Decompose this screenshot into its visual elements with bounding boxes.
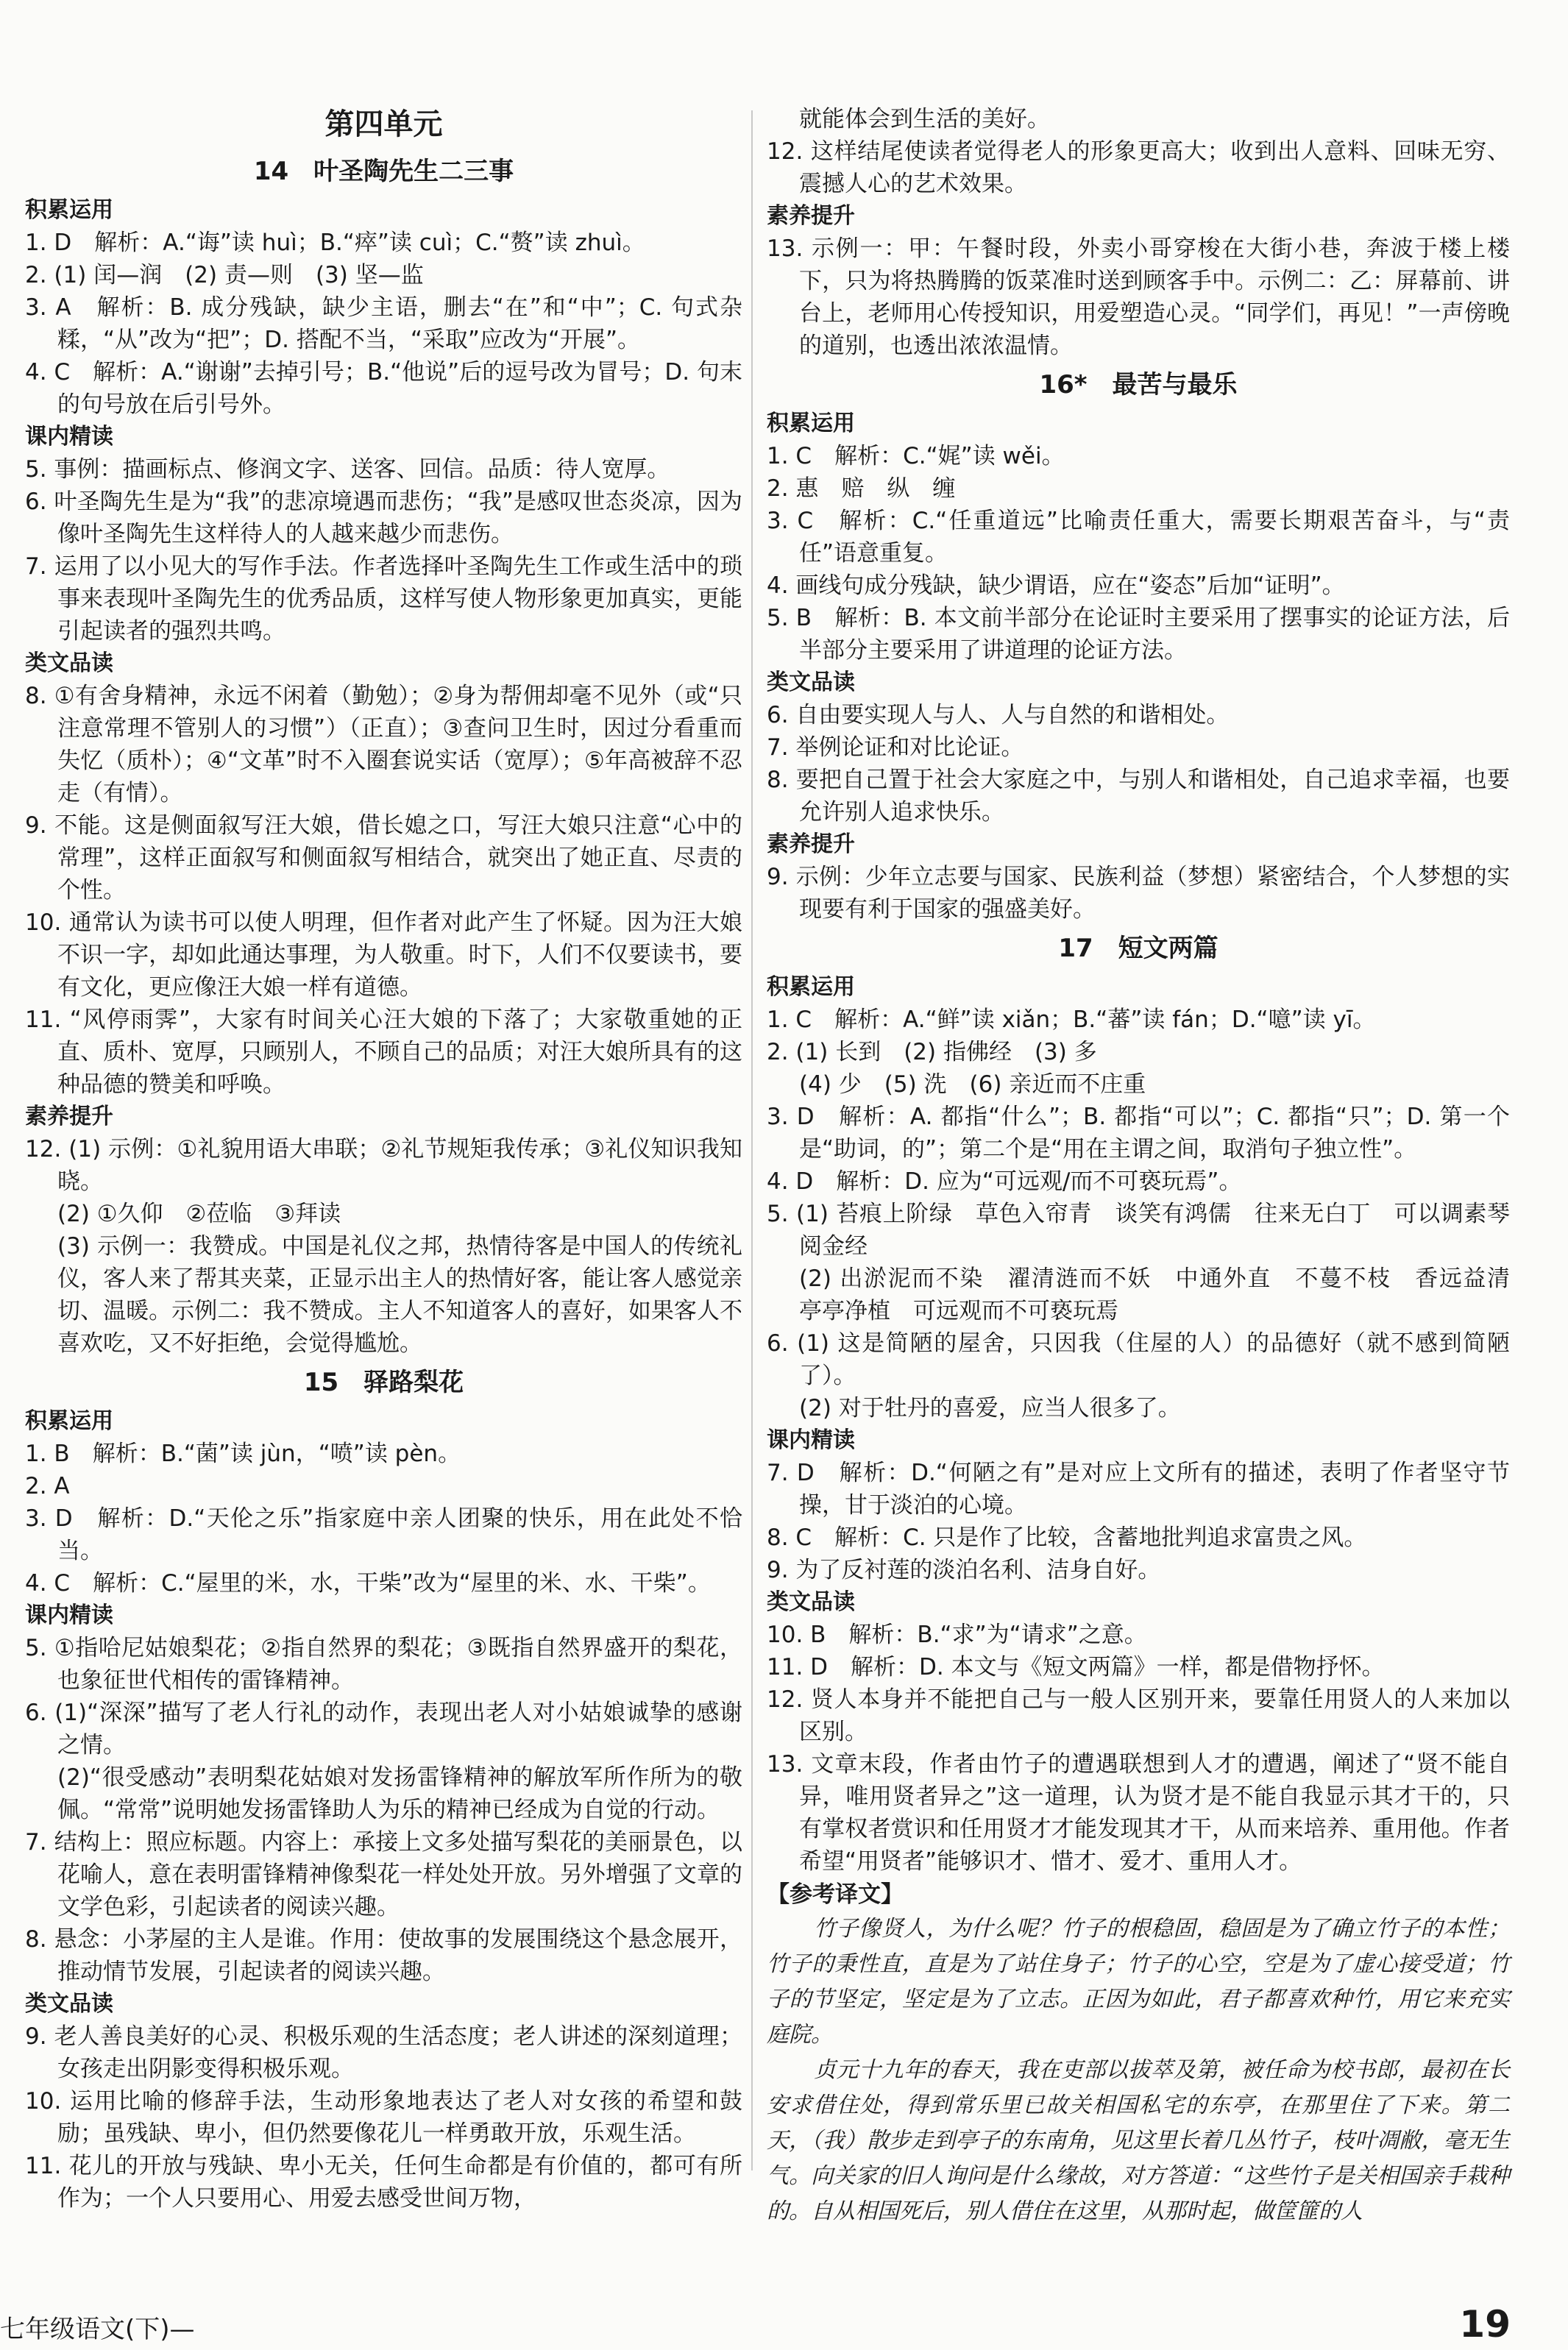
section-heading: 课内精读 (25, 1602, 113, 1628)
answer-item: 1. C 解析：A.“鲜”读 xiǎn；B.“蕃”读 fán；D.“噫”读 yī。 (767, 1007, 1376, 1033)
answer-item: 2. 惠 赔 纵 缠 (767, 475, 956, 502)
answer-item: 9. 示例：少年立志要与国家、民族利益（梦想）紧密结合，个人梦想的实现要有利于国家的强盛美好。 (767, 864, 1510, 923)
answer-item: 4. C 解析：A.“谢谢”去掉引号；B.“他说”后的逗号改为冒号；D. 句末的句号放在后引号外。 (25, 359, 742, 418)
answer-item: 6. (1) 这是简陋的屋舍，只因我（住屋的人）的品德好（就不感到简陋了）。 (767, 1330, 1510, 1389)
answer-subitem: (2) 对于牡丹的喜爱，应当人很多了。 (799, 1395, 1181, 1421)
lesson-title-17: 17 短文两篇 (1058, 934, 1218, 963)
answer-item: 5. 事例：描画标点、修润文字、送客、回信。品质：待人宽厚。 (25, 456, 670, 483)
answer-item: 8. ①有舍身精神，永远不闲着（勤勉）；②身为帮佣却毫不见外（或“只注意常理不管别人的习惯”）（正直）；③查问卫生时，因过分看重而失忆（质朴）；④“文革”时不入圈套说实话（宽厚）；⑤年高被辞不忍走（有情）。 (25, 683, 742, 806)
answer-item: 7. 运用了以小见大的写作手法。作者选择叶圣陶先生工作或生活中的琐事来表现叶圣陶先生的优秀品质，这样写使人物形象更加真实，更能引起读者的强烈共鸣。 (25, 553, 742, 645)
section-heading: 积累运用 (767, 974, 855, 1000)
answer-item: 4. C 解析：C.“屋里的米，水，干柴”改为“屋里的米、水、干柴”。 (25, 1570, 711, 1597)
answer-subitem: (2) ①久仰 ②莅临 ③拜读 (57, 1201, 341, 1227)
answer-item: 11. 花儿的开放与残缺、卑小无关，任何生命都是有价值的，都可有所作为；一个人只要用心、用爱去感受世间万物， (25, 2153, 742, 2212)
answer-item: 10. B 解析：B.“求”为“请求”之意。 (767, 1622, 1147, 1648)
section-heading: 类文品读 (25, 650, 113, 676)
answer-item: 6. 叶圣陶先生是为“我”的悲凉境遇而悲伤；“我”是感叹世态炎凉，因为像叶圣陶先生这样待人的人越来越少而悲伤。 (25, 489, 742, 547)
answer-item: 1. B 解析：B.“菌”读 jùn，“喷”读 pèn。 (25, 1441, 461, 1467)
answer-item: 5. (1) 苔痕上阶绿 草色入帘青 谈笑有鸿儒 往来无白丁 可以调素琴 阅金经 (767, 1201, 1533, 1260)
answer-item: 4. D 解析：D. 应为“可远观/而不可亵玩焉”。 (767, 1168, 1242, 1195)
answer-item: 11. “风停雨霁”，大家有时间关心汪大娘的下落了；大家敬重她的正直、质朴、宽厚，只顾别人，不顾自己的品质；对汪大娘所具有的这种品德的赞美和呼唤。 (25, 1007, 742, 1098)
answer-item: 3. D 解析：A. 都指“什么”；B. 都指“可以”；C. 都指“只”；D. 第一个是“助词，的”；第二个是“用在主谓之间，取消句子独立性”。 (767, 1104, 1510, 1162)
footer-book-title: 七年级语文(下)— (0, 2315, 195, 2344)
page-number: 19 (1459, 2303, 1511, 2346)
answer-item: 8. 悬念：小茅屋的主人是谁。作用：使故事的发展围绕这个悬念展开，推动情节发展，引起读者的阅读兴趣。 (25, 1926, 742, 1985)
answer-item: 13. 文章末段，作者由竹子的遭遇联想到人才的遭遇，阐述了“贤不能自异，唯用贤者异之”这一道理，认为贤才是不能自我显示其才干的，只有掌权者赏识和任用贤才才能发现其才干，从而来培养、重用他。作者希望“用贤者”能够识才、惜才、爱才、重用人才。 (767, 1751, 1510, 1875)
answer-item: 10. 运用比喻的修辞手法，生动形象地表达了老人对女孩的希望和鼓励；虽残缺、卑小，但仍然要像花儿一样勇敢开放，乐观生活。 (25, 2088, 742, 2147)
section-heading: 素养提升 (25, 1104, 113, 1129)
answer-item: 12. (1) 示例：①礼貌用语大串联；②礼节规矩我传承；③礼仪知识我知晓。 (25, 1136, 742, 1195)
answer-item: 2. A (25, 1473, 70, 1499)
lesson-title-14: 14 叶圣陶先生二三事 (253, 157, 514, 186)
column-divider (751, 110, 753, 2170)
answer-item: 10. 通常认为读书可以使人明理，但作者对此产生了怀疑。因为汪大娘不识一字，却如此通达事理，为人敬重。时下，人们不仅要读书，要有文化，更应像汪大娘一样有道德。 (25, 909, 742, 1001)
answer-item: 6. (1)“深深”描写了老人行礼的动作，表现出老人对小姑娘诚挚的感谢之情。 (25, 1700, 742, 1758)
answer-item: 3. A 解析：B. 成分残缺，缺少主语，删去“在”和“中”；C. 句式杂糅，“从”改为“把”；D. 搭配不当，“采取”应改为“开展”。 (25, 294, 742, 353)
section-heading: 积累运用 (767, 411, 855, 436)
answer-item: 2. (1) 闰—润 (2) 责—则 (3) 坚—监 (25, 262, 424, 288)
answer-item: 11. D 解析：D. 本文与《短文两篇》一样，都是借物抒怀。 (767, 1654, 1385, 1680)
answer-item: 8. 要把自己置于社会大家庭之中，与别人和谐相处，自己追求幸福，也要允许别人追求快乐。 (767, 767, 1510, 826)
answer-item: 1. C 解析：C.“娓”读 wěi。 (767, 443, 1065, 469)
answer-item: 7. 结构上：照应标题。内容上：承接上文多处描写梨花的美丽景色，以花喻人，意在表明雷锋精神像梨花一样处处开放。另外增强了文章的文学色彩，引起读者的阅读兴趣。 (25, 1829, 742, 1920)
section-heading: 课内精读 (767, 1427, 855, 1453)
unit-title: 第四单元 (324, 107, 443, 141)
section-heading: 积累运用 (25, 1408, 113, 1434)
answer-item: 2. (1) 长到 (2) 指佛经 (3) 多 (767, 1039, 1097, 1065)
section-heading: 课内精读 (25, 424, 113, 450)
reference-translation-label: 【参考译文】 (767, 1881, 904, 1908)
answer-item: 7. 举例论证和对比论证。 (767, 734, 1024, 761)
answer-continuation: 就能体会到生活的美好。 (799, 106, 1050, 132)
answer-item: 12. 这样结尾使读者觉得老人的形象更高大；收到出人意料、回味无穷、震撼人心的艺术效果。 (767, 138, 1510, 197)
answer-subitem: (4) 少 (5) 洗 (6) 亲近而不庄重 (799, 1071, 1146, 1098)
answer-item: 1. D 解析：A.“诲”读 huì；B.“瘁”读 cuì；C.“赘”读 zhuì。 (25, 230, 645, 256)
answer-subitem: (3) 示例一：我赞成。中国是礼仪之邦，热情待客是中国人的传统礼仪，客人来了帮其夹菜，正显示出主人的热情好客，能让客人感觉亲切、温暖。示例二：我不赞成。主人不知道客人的喜好，如果客人不喜欢吃，又不好拒绝，会觉得尴尬。 (57, 1233, 742, 1357)
lesson-title-15: 15 驿路梨花 (303, 1368, 464, 1397)
answer-subitem: (2) 出淤泥而不染 濯清涟而不妖 中通外直 不蔓不枝 香远益清 亭亭净植 可远观而不可亵玩焉 (799, 1265, 1533, 1324)
answer-item: 3. C 解析：C.“任重道远”比喻责任重大，需要长期艰苦奋斗，与“责任”语意重复。 (767, 508, 1510, 567)
section-heading: 素养提升 (767, 831, 855, 857)
answer-item: 13. 示例一：甲：午餐时段，外卖小哥穿梭在大街小巷，奔波于楼上楼下，只为将热腾腾的饭菜准时送到顾客手中。示例二：乙：屏幕前、讲台上，老师用心传授知识，用爱塑造心灵。“同学们，再见！”一声傍晚的道别，也透出浓浓温情。 (767, 235, 1510, 359)
answer-item: 12. 贤人本身并不能把自己与一般人区别开来，要靠任用贤人的人来加以区别。 (767, 1686, 1510, 1745)
answer-item: 8. C 解析：C. 只是作了比较，含蓄地批判追求富贵之风。 (767, 1524, 1367, 1551)
section-heading: 类文品读 (25, 1991, 113, 2017)
page-footer (0, 2303, 1568, 2350)
section-heading: 类文品读 (767, 1589, 855, 1615)
answer-item: 5. B 解析：B. 本文前半部分在论证时主要采用了摆事实的论证方法，后半部分主要采用了讲道理的论证方法。 (767, 605, 1510, 664)
answer-subitem: (2)“很受感动”表明梨花姑娘对发扬雷锋精神的解放军所作所为的敬佩。“常常”说明她发扬雷锋助人为乐的精神已经成为自觉的行动。 (57, 1764, 742, 1823)
answer-item: 9. 老人善良美好的心灵、积极乐观的生活态度；老人讲述的深刻道理；女孩走出阴影变得积极乐观。 (25, 2023, 742, 2082)
lesson-title-16: 16* 最苦与最乐 (1039, 370, 1238, 400)
answer-item: 7. D 解析：D.“何陋之有”是对应上文所有的描述，表明了作者坚守节操，甘于淡泊的心境。 (767, 1460, 1510, 1519)
left-column (25, 103, 742, 2215)
answer-item: 3. D 解析：D.“天伦之乐”指家庭中亲人团聚的快乐，用在此处不恰当。 (25, 1505, 742, 1564)
section-heading: 素养提升 (767, 203, 855, 229)
translation-paragraph: 贞元十九年的春天，我在吏部以拔萃及第，被任命为校书郎，最初在长安求借住处，得到常乐里已故关相国私宅的东亭，在那里住了下来。第二天，（我）散步走到亭子的东南角，见这里长着几丛竹子，枝叶凋敝，毫无生气。向关家的旧人询问是什么缘故，对方答道：“这些竹子是关相国亲手栽种的。自从相国死后，别人借住在这里，从那时起，做筐篚的人 (767, 2057, 1510, 2224)
answer-item: 9. 为了反衬莲的淡泊名利、洁身自好。 (767, 1557, 1161, 1583)
answer-item: 4. 画线句成分残缺，缺少谓语，应在“姿态”后加“证明”。 (767, 572, 1345, 599)
section-heading: 积累运用 (25, 197, 113, 223)
answer-item: 6. 自由要实现人与人、人与自然的和谐相处。 (767, 702, 1230, 728)
section-heading: 类文品读 (767, 670, 855, 695)
answer-item: 5. ①指哈尼姑娘梨花；②指自然界的梨花；③既指自然界盛开的梨花，也象征世代相传的雷锋精神。 (25, 1635, 742, 1694)
answer-item: 9. 不能。这是侧面叙写汪大娘，借长媳之口，写汪大娘只注意“心中的常理”，这样正面叙写和侧面叙写相结合，就突出了她正直、尽责的个性。 (25, 812, 742, 904)
right-column (767, 103, 1533, 2229)
translation-paragraph: 竹子像贤人，为什么呢？竹子的根稳固，稳固是为了确立竹子的本性；竹子的秉性直，直是为了站住身子；竹子的心空，空是为了虚心接受道；竹子的节坚定，坚定是为了立志。正因为如此，君子都喜欢种竹，用它来充实庭院。 (767, 1916, 1510, 2048)
